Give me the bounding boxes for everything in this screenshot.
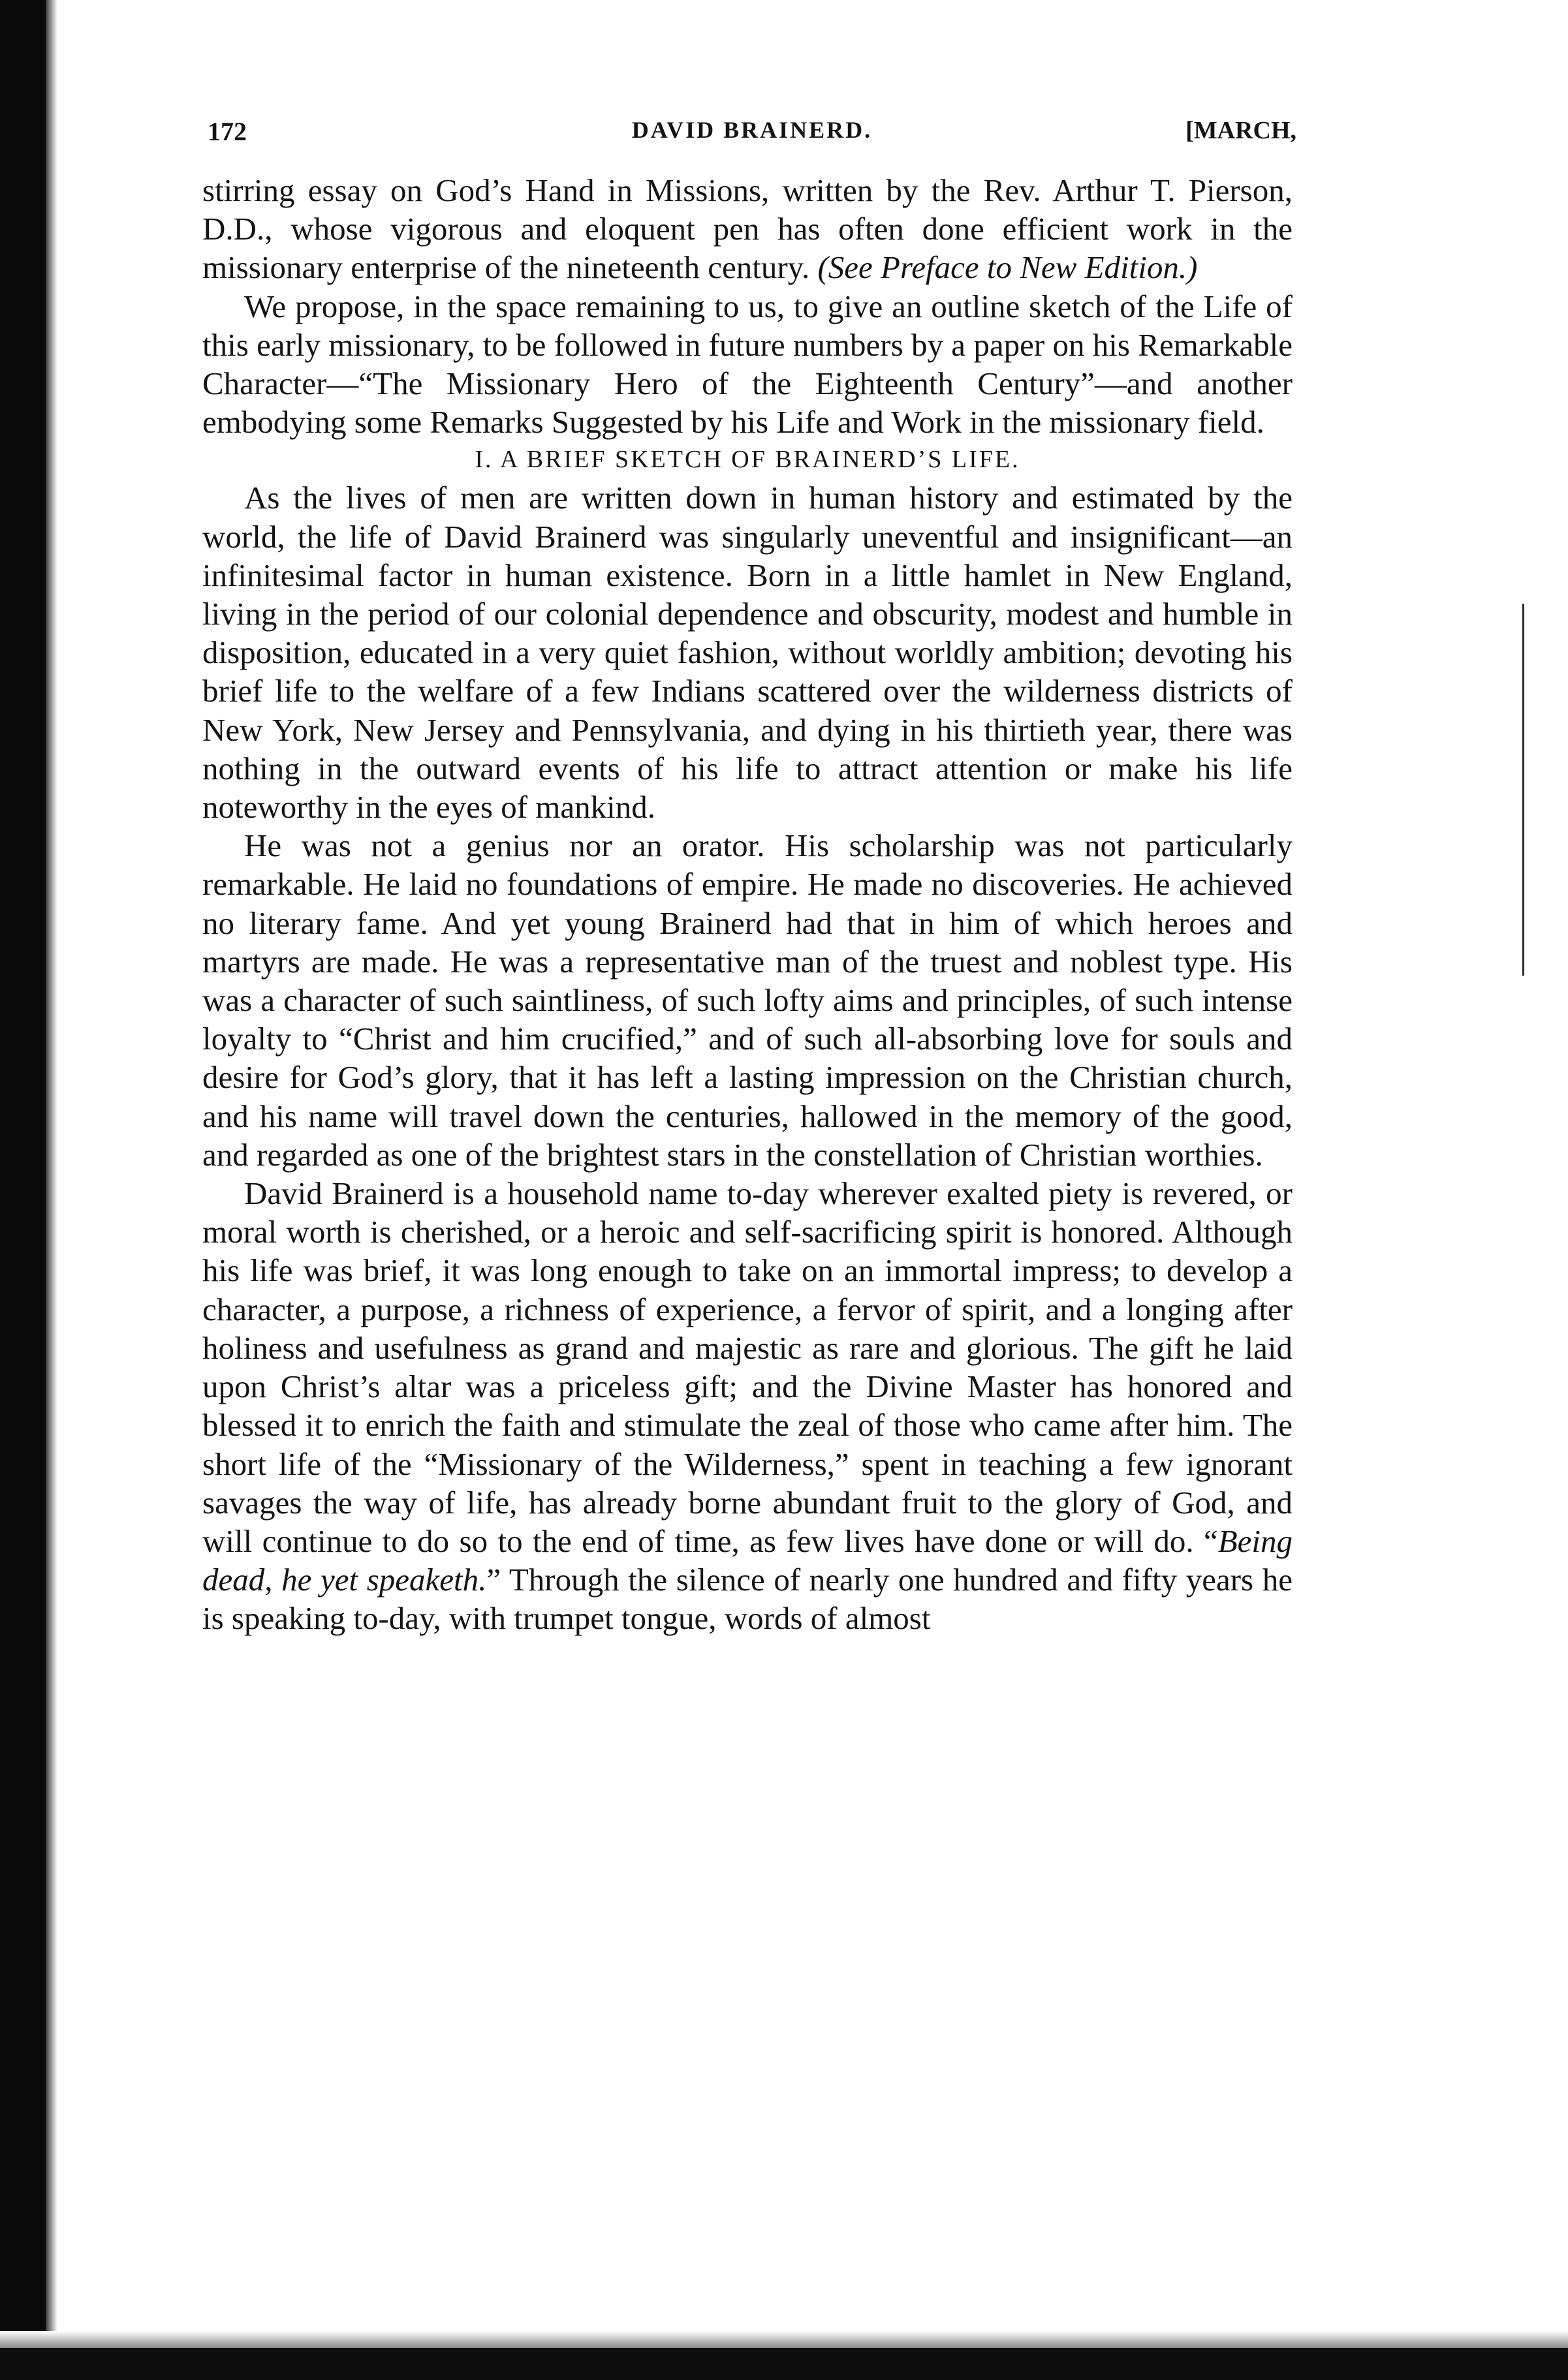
scan-left-edge-shadow: [46, 0, 57, 2380]
quote-close: ”: [486, 1562, 501, 1598]
scan-bottom-edge-shadow: [0, 2331, 1568, 2348]
page-body: [202, 171, 1293, 1638]
continuation-text: Through the silence of nearly one hundred and fifty years he is speaking to-day, with trumpet tongue, words of almost: [202, 1562, 1293, 1637]
intro-text: stirring essay on God’s Hand in Missions, written by the Rev. Arthur T. Pierson, D.D., whose vigorous and eloquent pen has often done efficient work in the missionary enterprise of the nineteenth century.: [202, 172, 1293, 286]
margin-rule: [1522, 604, 1524, 976]
household-name-text: David Brainerd is a household name to-day wherever exalted piety is revered, or moral worth is cherished, or a heroic and self-sacrificing spirit is honored. Although his life was brief, it was long enough to take on an immortal impress; to develop a character, a purpose, a richness of experience, a fervor of spirit, and a longing after holiness and usefulness as grand and majestic as rare and glorious. The gift he laid upon Christ’s altar was a priceless gift; and the Divine Master has honored and blessed it to enrich the faith and stimulate the zeal of those who came after him. The short life of the “Missionary of the Wilderness,” spent in teaching a few ignorant savages the way of life, has already borne abundant fruit to the glory of God, and will continue to do so to the end of time, as few lives have done or will do.: [202, 1175, 1293, 1559]
section-heading: I. A BRIEF SKETCH OF BRAINERD’S LIFE.: [475, 446, 1020, 474]
page-number: 172: [208, 117, 247, 146]
scan-left-edge: [0, 0, 46, 2380]
intro-paragraph: [202, 171, 1293, 287]
paragraph-life-uneventful: As the lives of men are written down in human history and estimated by the world, the life of David Brainerd was singularly uneventful and insignificant—an infinitesimal factor in human existence. Born in a little hamlet in New England, living in the period of our colonial dependence and obscurity, modest and humble in disposition, educated in a very quiet fashion, without worldly ambition; devoting his brief life to the welfare of a few Indians scattered over the wilderness districts of New York, New Jersey and Pennsylvania, and dying in his thirtieth year, there was nothing in the outward events of his life to attract attention or make his life noteworthy in the eyes of mankind.: [202, 480, 1293, 826]
preface-note: (See Preface to New Edition.): [817, 249, 1198, 286]
running-head: [208, 110, 1296, 155]
running-title: DAVID BRAINERD.: [631, 117, 873, 143]
paragraph-character: He was not a genius nor an orator. His scholarship was not particularly remarkable. He laid no foundations of empire. He made no discoveries. He achieved no literary fame. And yet young Brainerd had that in him of which heroes and martyrs are made. He was a representative man of the truest and noblest type. His was a character of such saintliness, of such lofty aims and principles, of such intense loyalty to “Christ and him crucified,” and of such all-absorbing love for souls and desire for God’s glory, that it has left a lasting impression on the Christian church, and his name will travel down the centuries, hallowed in the memory of the good, and regarded as one of the brightest stars in the constellation of Christian worthies.: [202, 827, 1293, 1173]
scan-bottom-edge: [0, 2348, 1568, 2380]
quote-open: “: [1203, 1522, 1218, 1559]
proposal-paragraph: We propose, in the space remaining to us, to give an outline sketch of the Life of this early missionary, to be followed in future numbers by a paper on his Remarkable Character—“The Missionary Hero of the Eighteenth Century”—and another embodying some Remarks Suggested by his Life and Work in the missionary field.: [202, 288, 1293, 440]
italic-quote: Being dead, he yet speaketh.: [202, 1522, 1293, 1598]
paragraph-household-name: [202, 1174, 1293, 1637]
running-month: [MARCH,: [1185, 117, 1296, 144]
